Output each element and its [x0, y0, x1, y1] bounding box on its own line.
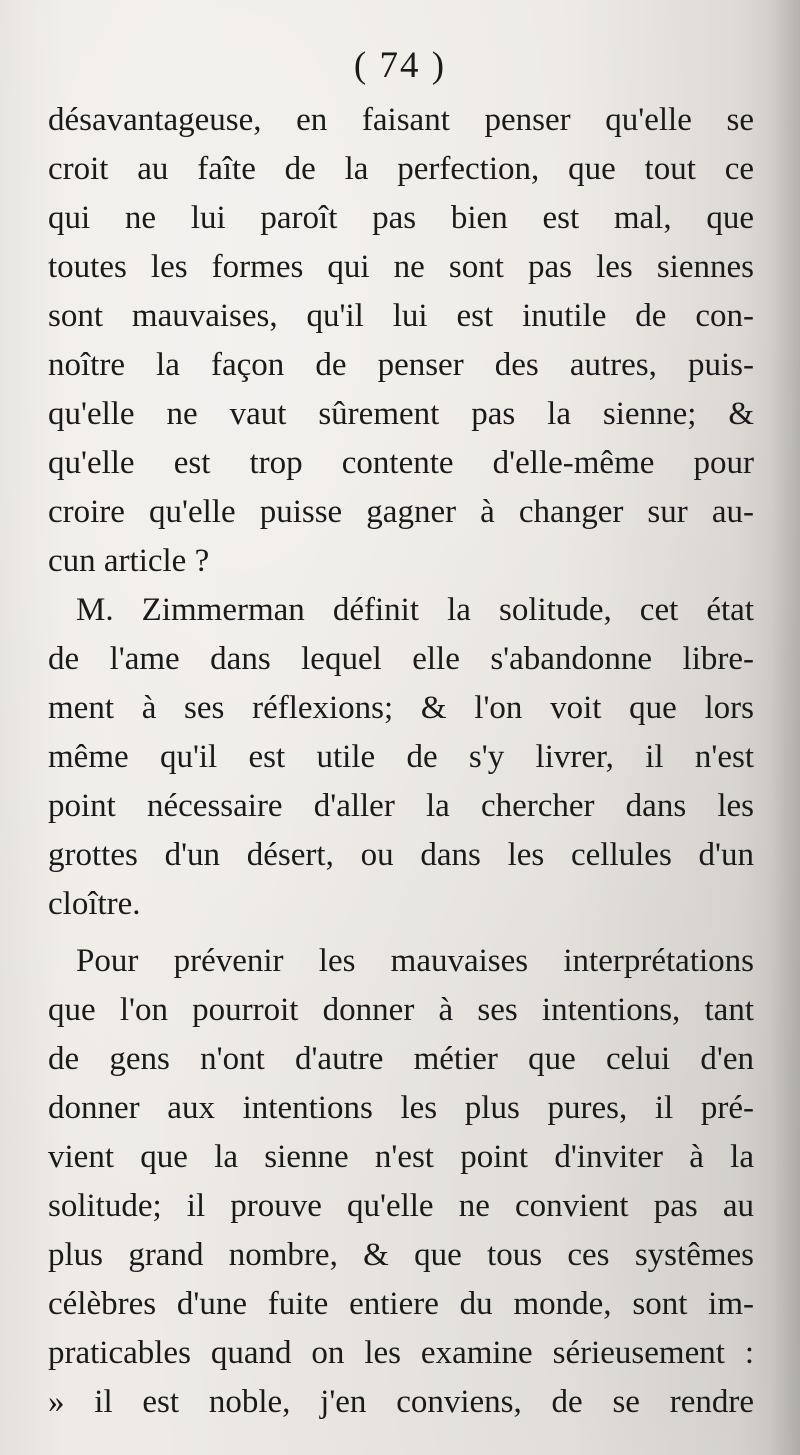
text-line: vient que la sienne n'est point d'inviter à la	[48, 1139, 754, 1175]
text-line: sont mauvaises, qu'il lui est inutile de con-	[48, 298, 754, 334]
text-line: plus grand nombre, & que tous ces systêmes	[48, 1237, 754, 1273]
text-line: praticables quand on les examine sérieusement :	[48, 1335, 754, 1371]
text-line: célèbres d'une fuite entiere du monde, sont im-	[48, 1286, 754, 1322]
text-line: noître la façon de penser des autres, puis-	[48, 347, 754, 383]
text-line: qu'elle est trop contente d'elle-même pour	[48, 445, 754, 481]
text-line: Pour prévenir les mauvaises interprétations	[76, 943, 754, 979]
text-line: M. Zimmerman définit la solitude, cet état	[76, 592, 754, 628]
text-line: croire qu'elle puisse gagner à changer sur au-	[48, 494, 754, 530]
text-line: que l'on pourroit donner à ses intentions, tant	[48, 992, 754, 1028]
text-line: cloître.	[48, 886, 141, 922]
body-text	[48, 96, 754, 1427]
text-line: croit au faîte de la perfection, que tout ce	[48, 151, 754, 187]
paragraph-gap	[48, 929, 754, 937]
text-line: cun article ?	[48, 543, 210, 579]
text-line: qui ne lui paroît pas bien est mal, que	[48, 200, 754, 236]
text-line: » il est noble, j'en conviens, de se rendre	[48, 1384, 754, 1420]
text-line: toutes les formes qui ne sont pas les siennes	[48, 249, 754, 285]
text-line: point nécessaire d'aller la chercher dans les	[48, 788, 754, 824]
text-line: donner aux intentions les plus pures, il pré-	[48, 1090, 754, 1126]
text-line: de l'ame dans lequel elle s'abandonne libre-	[48, 641, 754, 677]
text-line: désavantageuse, en faisant penser qu'elle se	[48, 102, 754, 138]
text-line: solitude; il prouve qu'elle ne convient pas au	[48, 1188, 754, 1224]
text-line: qu'elle ne vaut sûrement pas la sienne; &	[48, 396, 754, 432]
text-line: même qu'il est utile de s'y livrer, il n'est	[48, 739, 754, 775]
text-line: grottes d'un désert, ou dans les cellules d'un	[48, 837, 754, 873]
text-line: de gens n'ont d'autre métier que celui d'en	[48, 1041, 754, 1077]
text-line: ment à ses réflexions; & l'on voit que lors	[48, 690, 754, 726]
page-number: ( 74 )	[353, 45, 447, 86]
